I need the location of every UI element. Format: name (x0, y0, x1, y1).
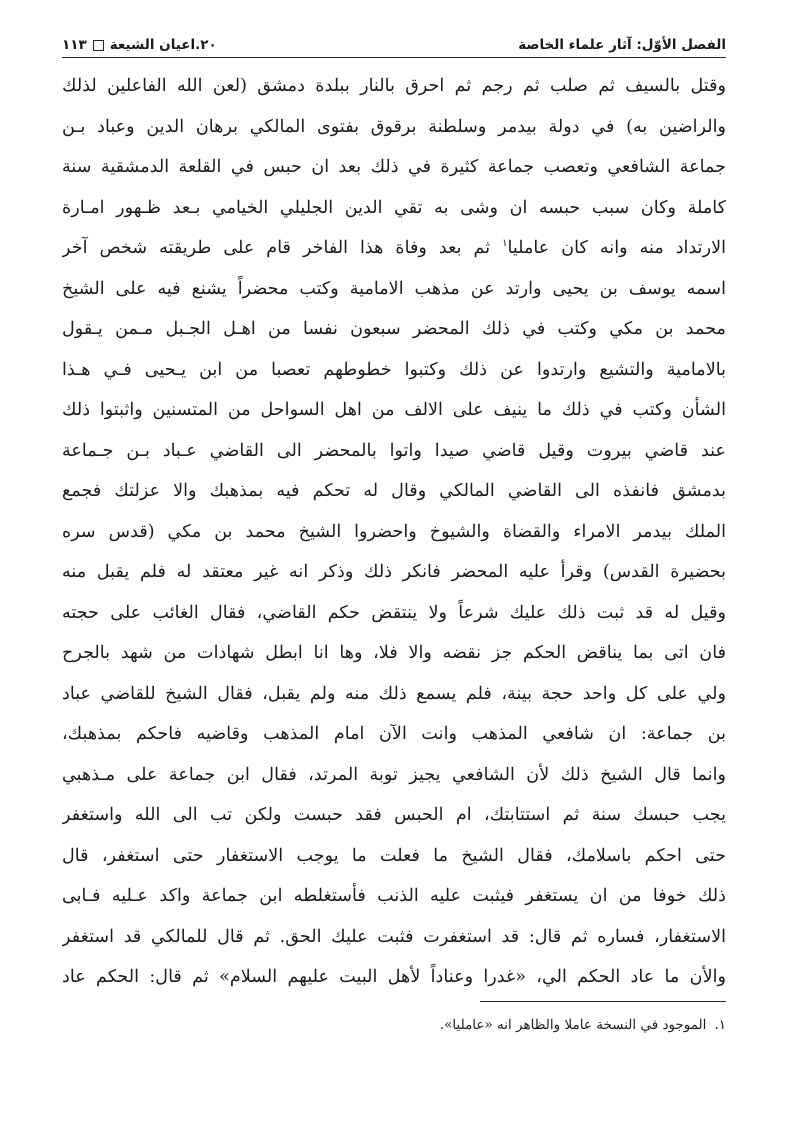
text-line: بدمشق فانفذه الى القاضي المالكي وقال له تحكم فيه بمذهبك والا عزلتك فجمع (62, 481, 726, 501)
text-line: الملك بيدمر الامراء والقضاة والشيوخ واحضروا الشيخ محمد بن مكي (قدس سره (62, 521, 726, 542)
footnote (62, 1014, 726, 1036)
text-segment: ثم بعد وفاة هذا الفاخر قام على طريقته شخص آخر (62, 238, 503, 258)
text-line (62, 228, 726, 269)
text-line: كاملة وكان سبب حبسه ان وشى به تقي الدين الجليلي الخيامي بـعد ظـهور امـارة (62, 197, 726, 218)
text-line: ولي على كل واحد حجة بينة، فلم يسمع ذلك منه ولم يقبل، فقال الشيخ للقاضي عباد (62, 683, 726, 704)
text-line: وانما قال الشيخ ذلك لأن الشافعي يجيز توبة المرتد، فقال ابن جماعة على مـذهبي (62, 764, 726, 785)
text-line: بالامامية والتشيع وارتدوا عن ذلك وكتبوا خطوطهم تعصبا من ابن يـحيى فـي هـذا (62, 359, 726, 380)
page-number: ١١٣ (62, 37, 87, 53)
chapter-title: الفصل الأوّل: آثار علماء الخاصة (518, 37, 726, 53)
text-line: حتى احكم باسلامك، فقال الشيخ ما فعلت ما يوجب الاستغفار حتى استغفر، قال (62, 845, 726, 866)
section-title: ٢٠.اعيان الشيعة (109, 37, 217, 53)
text-line: ذلك خوفا من ان يستغفر فيثبت عليه الذنب فأستغلطه ابن جماعة واكد عـليه فـابى (62, 886, 726, 906)
text-line: بحضيرة القدس) وقرأ عليه المحضر فانكر ذلك وذكر انه غير معتقد له فلم يقبل منه (62, 562, 726, 582)
text-line: والأن ما عاد الحكم الي، «غدرا وعناداً لأهل البيت عليهم السلام» ثم قال: الحكم عاد (62, 967, 726, 987)
square-ornament-icon (93, 40, 104, 51)
text-line: محمد بن مكي وكتب في ذلك المحضر سبعون نفسا من اهـل الجـبل مـمن يـقول (62, 319, 726, 339)
footnote-marker: ١ (502, 238, 508, 250)
running-header (62, 28, 726, 58)
footnote-text: الموجود في النسخة عاملا والظاهر انه «عامليا». (439, 1017, 707, 1033)
text-line: اسمه يوسف بن يحيى وارتد عن مذهب الامامية وكتب محضراً يشنع فيه على الشيخ (62, 278, 726, 299)
text-line: جماعة الشافعي وتعصب جماعة كثيرة في ذلك بعد ان حبس في القلعة الدمشقية سنة (62, 157, 726, 177)
text-line: وقيل له قد ثبت ذلك عليك شرعاً ولا ينتقض حكم القاضي، فقال الغائب على حجته (62, 602, 726, 623)
footnote-number: ١. (714, 1017, 726, 1033)
text-line: يجب حبسك سنة ثم استتابتك، ام الحبس فقد حبست ولكن تب الى الله واستغفر (62, 805, 726, 825)
text-line: وقتل بالسيف ثم صلب ثم رجم ثم احرق بالنار ببلدة دمشق (لعن الله الفاعلين لذلك (62, 76, 726, 96)
text-line: الشأن وكتب في ذلك ما ينيف على الالف من اهل السواحل من المتسنين واثبتوا ذلك (62, 400, 726, 420)
text-line: الاستغفار، فساره ثم قال: قد استغفرت فثبت عليك الحق. ثم قال للمالكي قد استغفر (62, 926, 726, 947)
text-line: فان اتى بما يناقض الحكم جز نقضه والا فلا، وها انا ابطل شهادات من شهد بالجرح (62, 643, 726, 663)
main-text (62, 66, 726, 998)
text-segment: الارتداد منه وانه كان عامليا (507, 238, 726, 258)
section-and-page (62, 37, 217, 53)
text-line: والراضين به) في دولة بيدمر وسلطنة برقوق بفتوى المالكي برهان الدين وعباد بـن (62, 116, 726, 137)
text-line: بن جماعة: ان شافعي المذهب وانت الآن امام المذهب وقاضيه فاحكم بمذهبك، (62, 724, 726, 744)
text-line: عند قاضي بيروت وقيل قاضي صيدا واتوا بالمحضر الى القاضي عـباد بـن جـماعة (62, 440, 726, 461)
footnote-divider (480, 1001, 726, 1002)
